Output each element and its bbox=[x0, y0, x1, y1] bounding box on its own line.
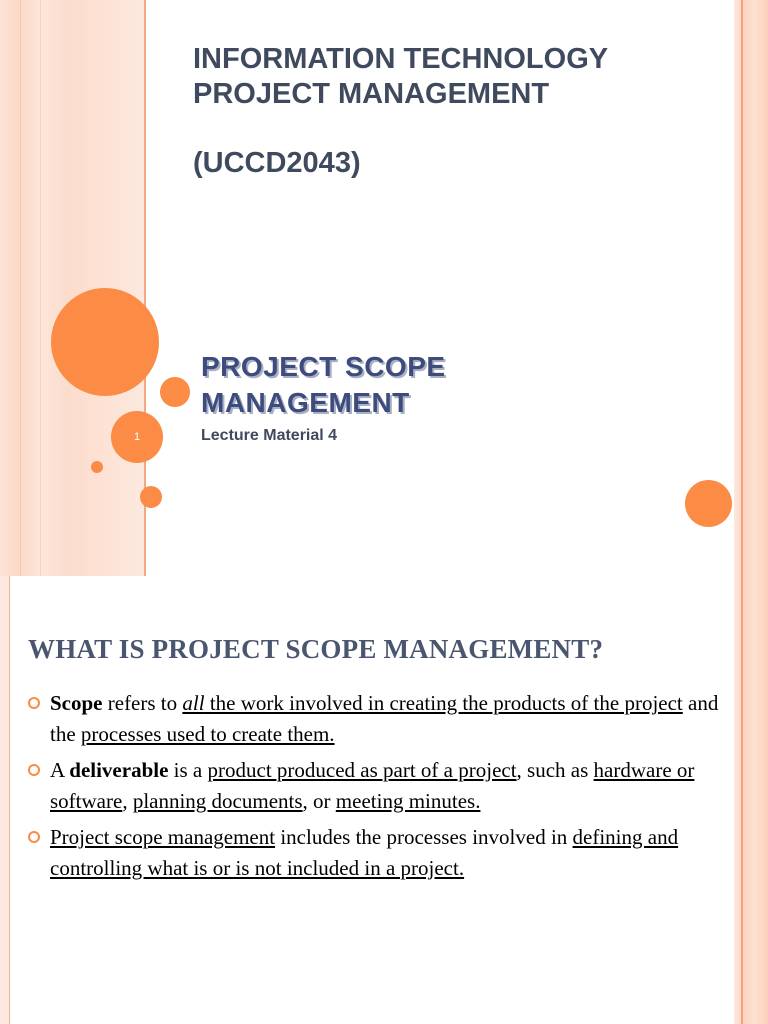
right-decorative-band bbox=[734, 576, 768, 1024]
text-minutes: meeting minutes. bbox=[335, 789, 481, 813]
lecture-subtitle: Lecture Material 4 bbox=[201, 427, 338, 444]
decorative-circle-tiny bbox=[91, 461, 103, 473]
ring-bullet-icon bbox=[28, 764, 40, 776]
text-product: product produced as part of a project bbox=[207, 758, 517, 782]
term-psm: Project scope management bbox=[50, 825, 276, 849]
slide-heading: WHAT IS PROJECT SCOPE MANAGEMENT? bbox=[28, 634, 604, 664]
text-is-a: is a bbox=[168, 758, 208, 782]
text-and-the: and the bbox=[50, 691, 719, 746]
text-comma: , bbox=[122, 789, 133, 813]
text-lead: A bbox=[50, 758, 70, 782]
emphasis-all: all bbox=[182, 691, 205, 715]
right-decorative-band bbox=[734, 0, 768, 576]
right-decorative-line bbox=[741, 576, 743, 1024]
bullet-item-deliverable bbox=[28, 755, 728, 817]
course-title: INFORMATION TECHNOLOGY PROJECT MANAGEMENT bbox=[193, 43, 608, 110]
bullet-list bbox=[28, 688, 728, 889]
text-work-products: the work involved in creating the products of the project bbox=[204, 691, 683, 715]
content-slide bbox=[0, 576, 768, 1024]
text-hardware: hardware or software bbox=[50, 758, 695, 813]
text-defining: defining and controlling what is or is not included in a project. bbox=[50, 825, 679, 880]
text-includes: includes the processes involved in bbox=[275, 825, 573, 849]
text-planning: planning documents bbox=[132, 789, 303, 813]
text-processes: processes used to create them. bbox=[80, 722, 335, 746]
bullet-item-scope bbox=[28, 688, 728, 750]
bullet-item-psm bbox=[28, 822, 728, 884]
decorative-circle-medium bbox=[160, 377, 190, 407]
text-refers-to: refers to bbox=[102, 691, 183, 715]
term-scope: Scope bbox=[50, 691, 103, 715]
topic-title: PROJECT SCOPE MANAGEMENT bbox=[201, 351, 446, 418]
ring-bullet-icon bbox=[28, 831, 40, 843]
left-decorative-band bbox=[0, 0, 146, 576]
decorative-circle-small bbox=[140, 486, 162, 508]
left-decorative-line bbox=[20, 0, 21, 576]
decorative-circle-right bbox=[685, 480, 732, 527]
slide-number-badge bbox=[111, 411, 163, 463]
course-code: (UCCD2043) bbox=[193, 147, 361, 179]
term-deliverable: deliverable bbox=[69, 758, 169, 782]
decorative-circle-large bbox=[51, 288, 159, 396]
left-decorative-line bbox=[40, 0, 41, 576]
right-decorative-line bbox=[741, 0, 743, 576]
text-or: , or bbox=[302, 789, 336, 813]
left-decorative-line bbox=[9, 576, 10, 1024]
ring-bullet-icon bbox=[28, 697, 40, 709]
text-such-as: , such as bbox=[516, 758, 594, 782]
slide-number: 1 bbox=[133, 431, 141, 443]
